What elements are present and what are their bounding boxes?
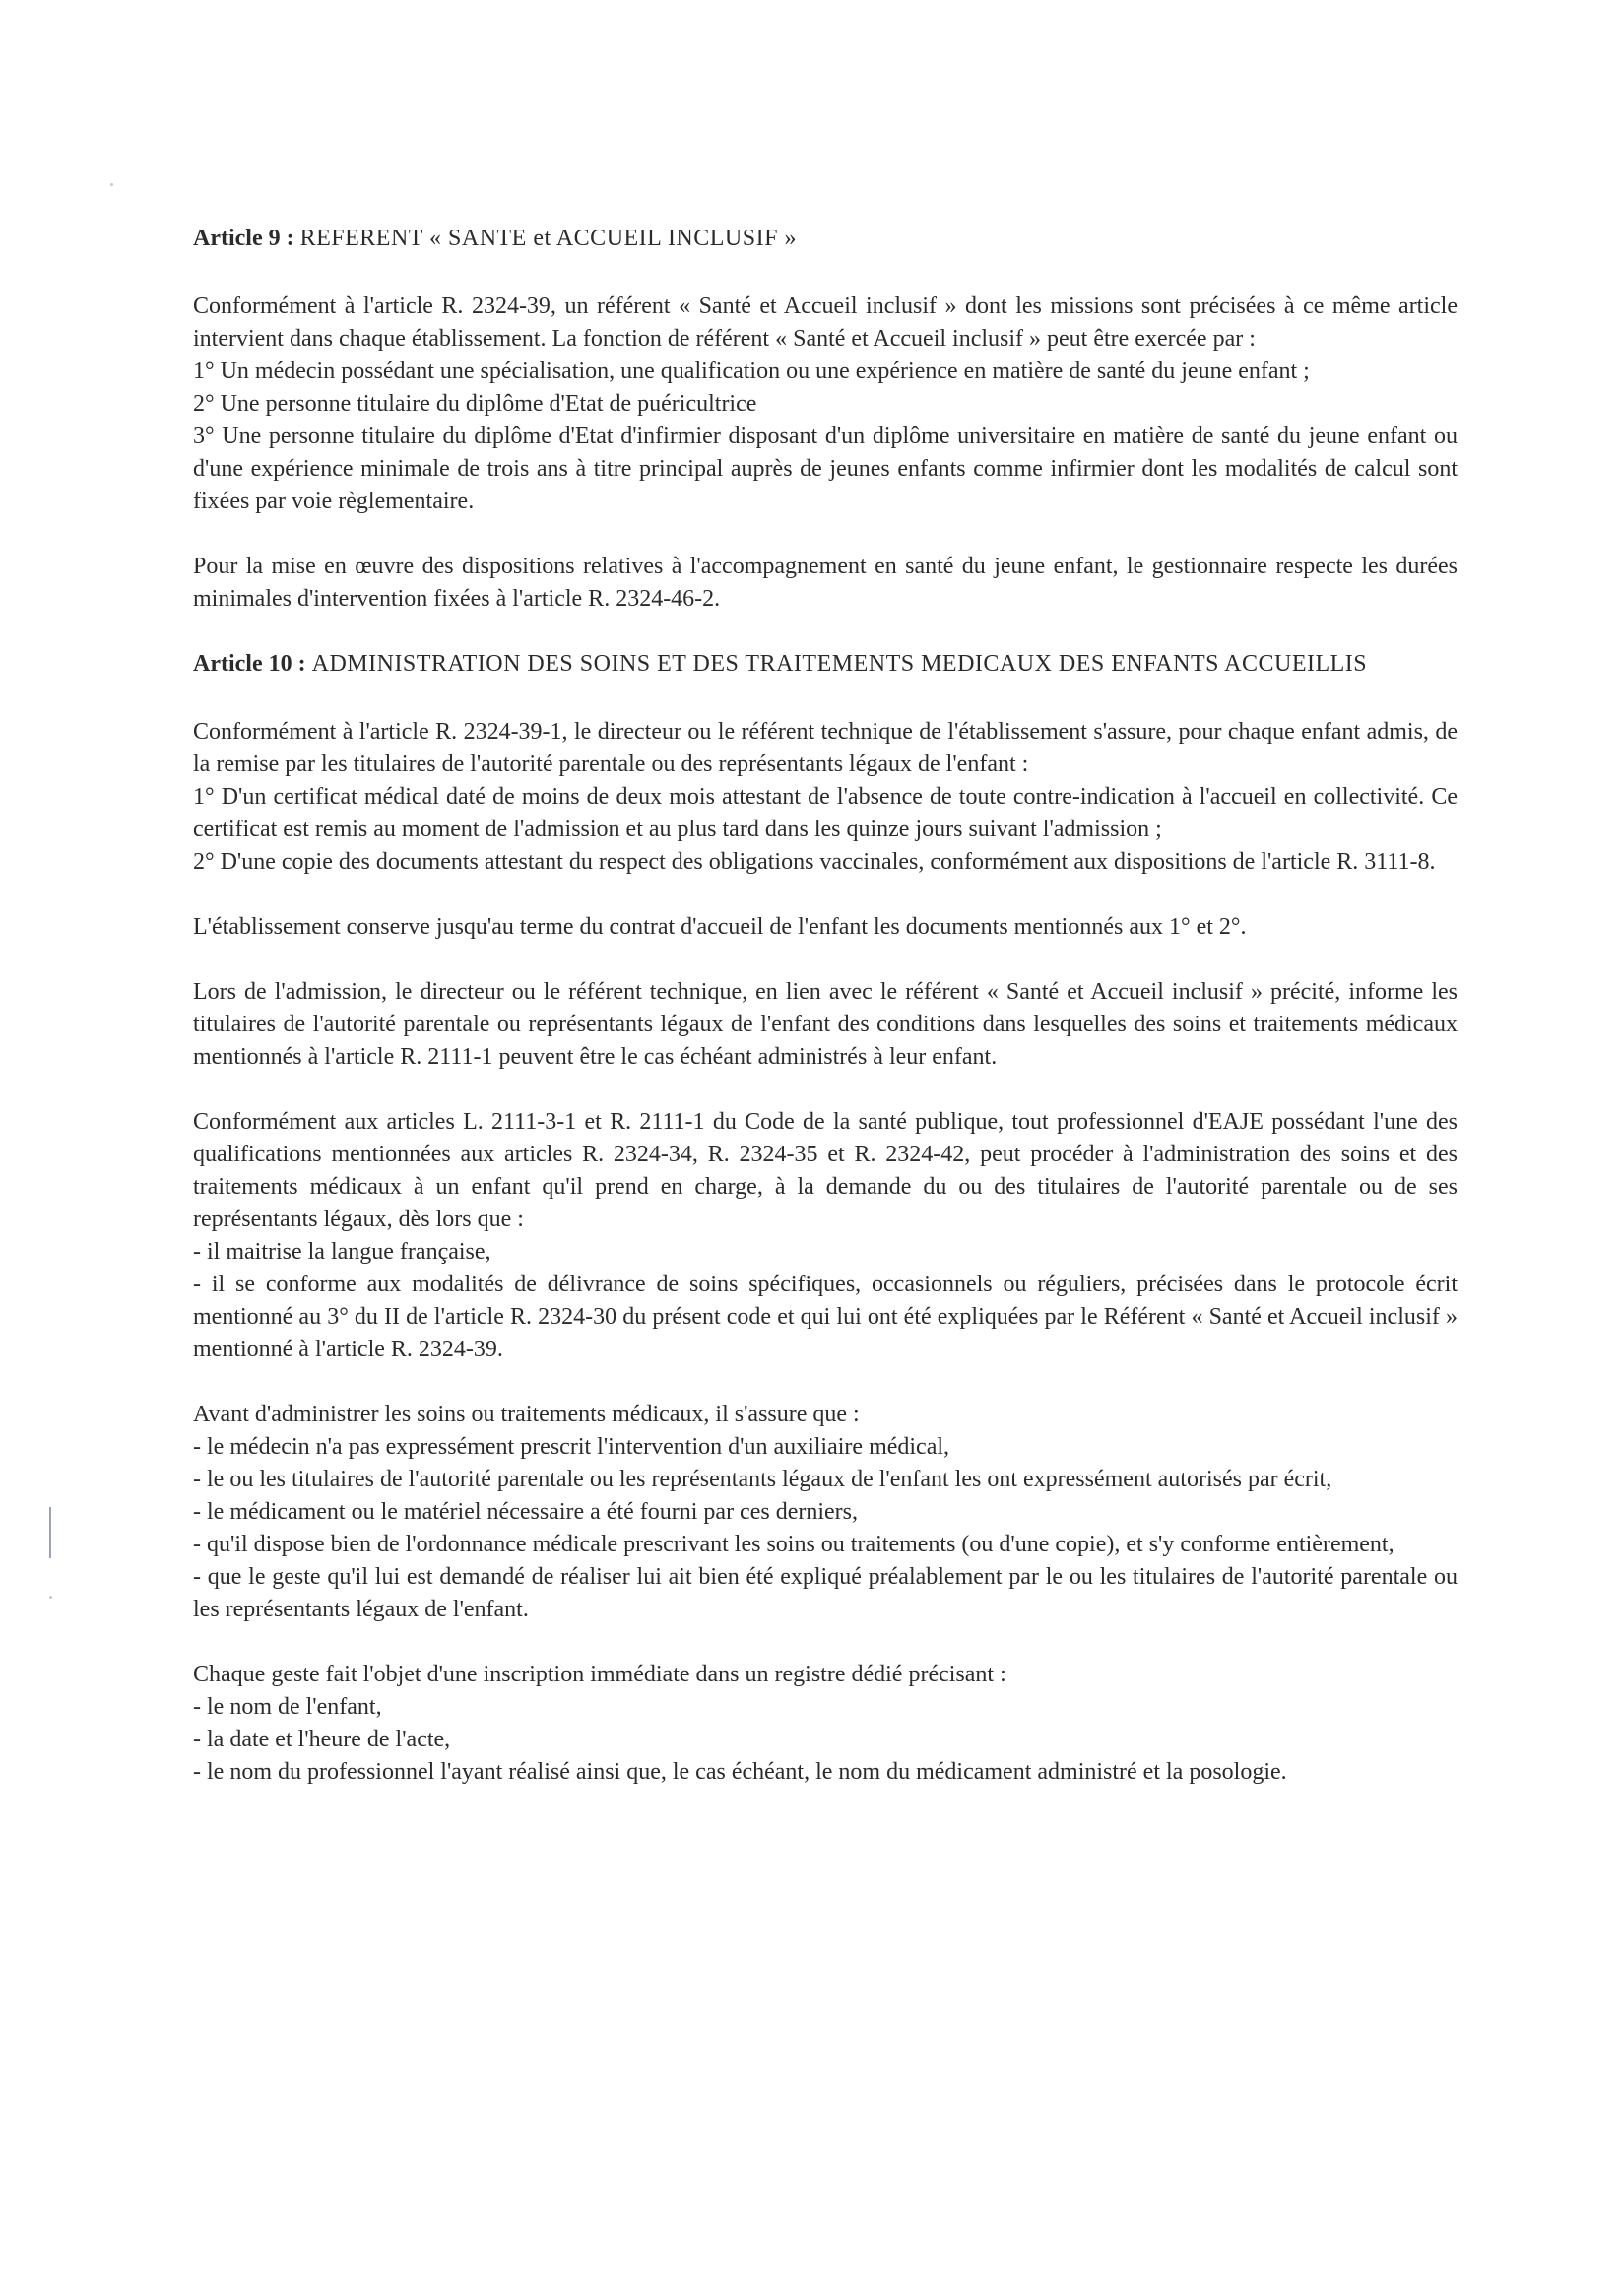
paragraph-line: Conformément à l'article R. 2324-39-1, le directeur ou le référent technique de l'établissement s'assure, pour chaque enfant admis, de la remise par les titulaires de l'autorité parentale ou des représentants légaux de l'enfant : — [193, 719, 1458, 777]
article-10-paragraph-3 — [193, 976, 1458, 1074]
scan-margin-mark — [49, 1507, 51, 1558]
article-10-paragraph-1 — [193, 716, 1458, 879]
list-item: - le médicament ou le matériel nécessaire a été fourni par ces derniers, — [193, 1499, 858, 1525]
article-10-paragraph-6 — [193, 1659, 1458, 1789]
scan-speck — [110, 183, 113, 186]
article-10-paragraph-2 — [193, 911, 1458, 944]
list-item: - il maitrise la langue française, — [193, 1239, 491, 1265]
document-page — [193, 223, 1458, 1821]
paragraph-line: Conformément aux articles L. 2111-3-1 et R. 2111-1 du Code de la santé publique, tout professionnel d'EAJE possédant l'une des qualifications mentionnées aux articles R. 2324-34, R. 2324-35 et R. 2324-42, peut procéder à l'administration des soins et des traitements médicaux à un enfant qu'il prend en charge, à la demande du ou des titulaires de l'autorité parentale ou de ses représentants légaux, dès lors que : — [193, 1109, 1458, 1232]
list-item: - qu'il dispose bien de l'ordonnance médicale prescrivant les soins ou traitements (ou d'une copie), et s'y conforme entièrement, — [193, 1532, 1394, 1557]
list-item: 2° Une personne titulaire du diplôme d'Etat de puéricultrice — [193, 391, 757, 417]
article-9-paragraph-2 — [193, 551, 1458, 616]
paragraph-line: Conformément à l'article R. 2324-39, un référent « Santé et Accueil inclusif » dont les missions sont précisées à ce même article intervient dans chaque établissement. La fonction de référent « Santé et Accueil inclusif » peut être exercée par : — [193, 294, 1458, 352]
list-item: 1° Un médecin possédant une spécialisation, une qualification ou une expérience en matière de santé du jeune enfant ; — [193, 359, 1310, 384]
list-item: - le nom du professionnel l'ayant réalisé ainsi que, le cas échéant, le nom du médicament administré et la posologie. — [193, 1759, 1287, 1785]
article-10-label: Article 10 : — [193, 651, 306, 677]
paragraph-line: L'établissement conserve jusqu'au terme du contrat d'accueil de l'enfant les documents mentionnés aux 1° et 2°. — [193, 914, 1247, 940]
list-item: 2° D'une copie des documents attestant du respect des obligations vaccinales, conformément aux dispositions de l'article R. 3111-8. — [193, 849, 1436, 875]
article-9-paragraph-1 — [193, 291, 1458, 518]
article-10-paragraph-5 — [193, 1399, 1458, 1626]
paragraph-line: Lors de l'admission, le directeur ou le référent technique, en lien avec le référent « Santé et Accueil inclusif » précité, informe les titulaires de l'autorité parentale ou représentants légaux de l'enfant des conditions dans lesquelles des soins et traitements médicaux mentionnés à l'article R. 2111-1 peuvent être le cas échéant administrés à leur enfant. — [193, 979, 1458, 1070]
scan-speck — [49, 1596, 52, 1599]
article-10-paragraph-4 — [193, 1106, 1458, 1366]
list-item: - que le geste qu'il lui est demandé de réaliser lui ait bien été expliqué préalablement par le ou les titulaires de l'autorité parentale ou les représentants légaux de l'enfant. — [193, 1564, 1458, 1622]
paragraph-line: Avant d'administrer les soins ou traitements médicaux, il s'assure que : — [193, 1402, 860, 1427]
list-item: - le ou les titulaires de l'autorité parentale ou les représentants légaux de l'enfant les ont expressément autorisés par écrit, — [193, 1467, 1332, 1492]
list-item: - il se conforme aux modalités de délivrance de soins spécifiques, occasionnels ou réguliers, précisées dans le protocole écrit mentionné au 3° du II de l'article R. 2324-30 du présent code et qui lui ont été expliquées par le Référent « Santé et Accueil inclusif » mentionné à l'article R. 2324-39. — [193, 1272, 1458, 1362]
article-9-title: REFERENT « SANTE et ACCUEIL INCLUSIF » — [299, 226, 797, 251]
article-10-title: ADMINISTRATION DES SOINS ET DES TRAITEMENTS MEDICAUX DES ENFANTS ACCUEILLIS — [311, 651, 1368, 677]
list-item: - le médecin n'a pas expressément prescrit l'intervention d'un auxiliaire médical, — [193, 1434, 950, 1460]
article-9-heading — [193, 223, 1458, 255]
paragraph-line: Chaque geste fait l'objet d'une inscription immédiate dans un registre dédié précisant : — [193, 1662, 1006, 1687]
article-9-label: Article 9 : — [193, 226, 294, 251]
list-item: 1° D'un certificat médical daté de moins de deux mois attestant de l'absence de toute contre-indication à l'accueil en collectivité. Ce certificat est remis au moment de l'admission et au plus tard dans les quinze jours suivant l'admission ; — [193, 784, 1458, 842]
article-10-heading — [193, 648, 1458, 681]
list-item: - le nom de l'enfant, — [193, 1694, 382, 1720]
list-item: - la date et l'heure de l'acte, — [193, 1727, 451, 1752]
paragraph-line: Pour la mise en œuvre des dispositions relatives à l'accompagnement en santé du jeune enfant, le gestionnaire respecte les durées minimales d'intervention fixées à l'article R. 2324-46-2. — [193, 554, 1458, 612]
list-item: 3° Une personne titulaire du diplôme d'Etat d'infirmier disposant d'un diplôme universitaire en matière de santé du jeune enfant ou d'une expérience minimale de trois ans à titre principal auprès de jeunes enfants comme infirmier dont les modalités de calcul sont fixées par voie règlementaire. — [193, 424, 1458, 514]
